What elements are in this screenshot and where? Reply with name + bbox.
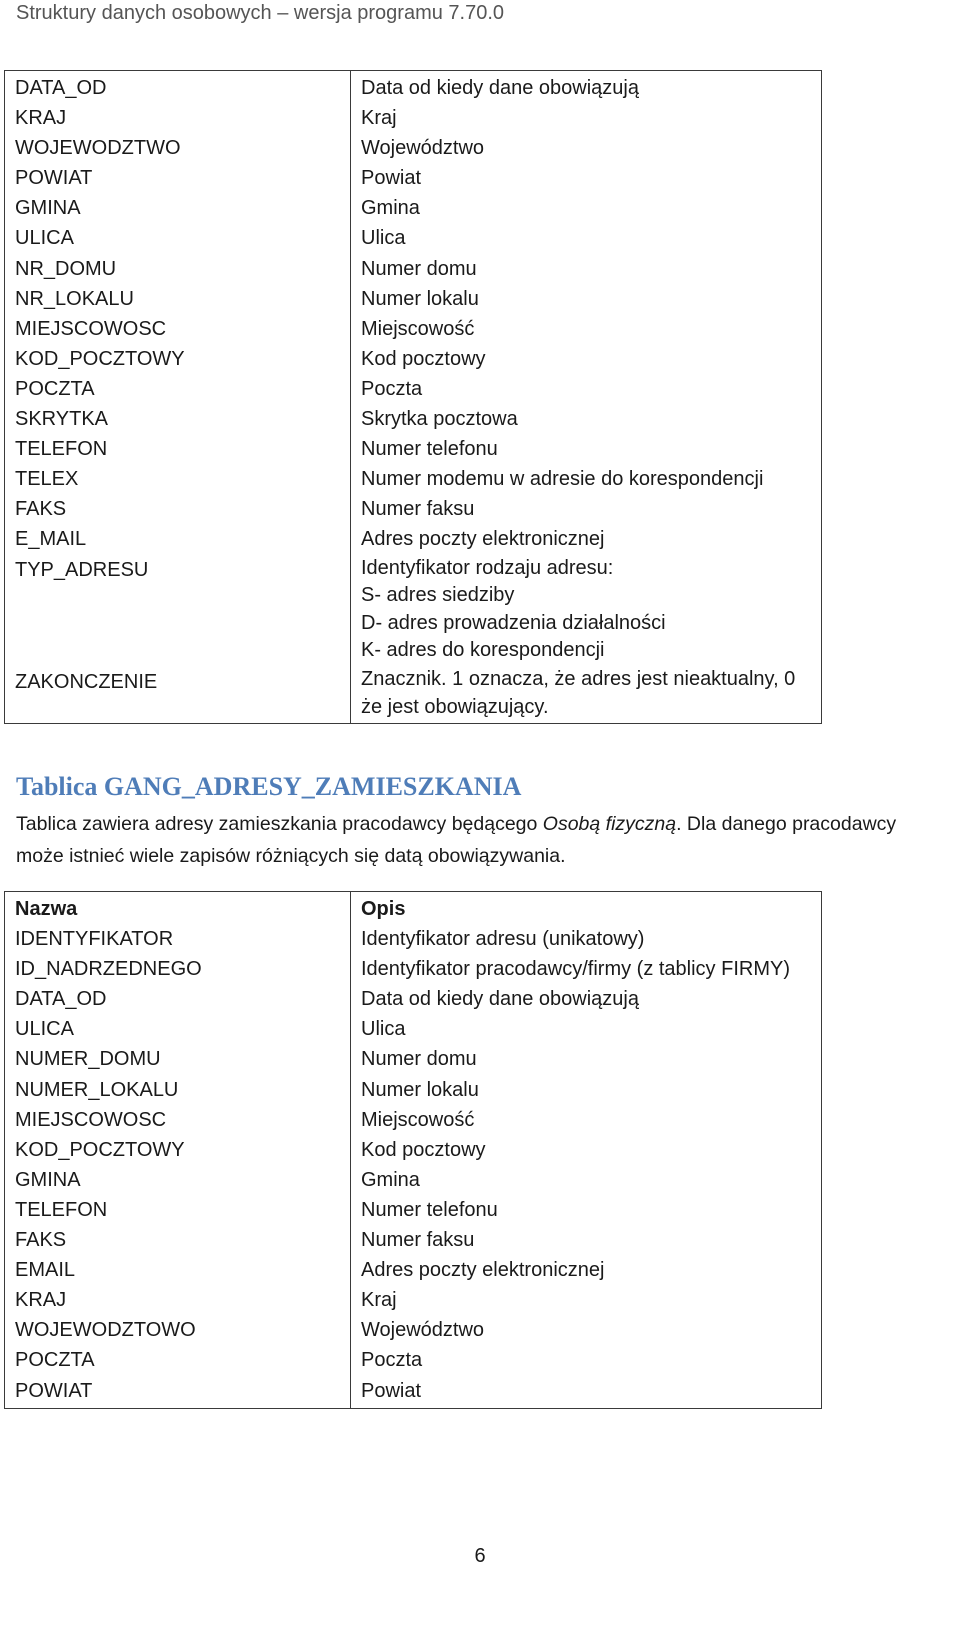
field-description-cell <box>351 71 822 724</box>
section-title: Tablica GANG_ADRESY_ZAMIESZKANIA <box>16 772 522 801</box>
column-header-description: Opis <box>361 898 406 920</box>
field-description: Adres poczty elektronicznej <box>361 528 605 551</box>
field-name: FAKS <box>15 498 67 521</box>
field-description: Kod pocztowy <box>361 1138 486 1161</box>
field-description: Poczta <box>361 1349 423 1372</box>
field-description: Powiat <box>361 167 422 190</box>
table-row <box>5 71 822 724</box>
field-name: ZAKONCZENIE <box>15 671 158 694</box>
section-description-emphasis: Osobą fizyczną <box>542 813 677 835</box>
field-name: NR_LOKALU <box>15 287 134 310</box>
field-name: NUMER_DOMU <box>15 1048 161 1071</box>
field-description-cell <box>351 892 822 1409</box>
field-name: E_MAIL <box>15 528 87 551</box>
field-name: TELEX <box>15 468 79 491</box>
field-name: FAKS <box>15 1229 67 1252</box>
field-name: POWIAT <box>15 1379 93 1402</box>
field-name: EMAIL <box>15 1259 76 1282</box>
field-description: Identyfikator adresu (unikatowy) <box>361 928 645 951</box>
table-row <box>5 892 822 1409</box>
field-description: Numer telefonu <box>361 1198 498 1221</box>
address-type-line: D- adres prowadzenia działalności <box>361 611 666 634</box>
field-name: KOD_POCZTOWY <box>15 1138 185 1161</box>
field-description: Ulica <box>361 1018 406 1041</box>
field-name: KOD_POCZTOWY <box>15 347 185 370</box>
field-description: Data od kiedy dane obowiązują <box>361 77 639 99</box>
field-description: Numer telefonu <box>361 438 498 461</box>
field-description: Miejscowość <box>361 317 475 340</box>
field-description: Kod pocztowy <box>361 347 486 370</box>
field-description-block <box>361 892 815 1408</box>
field-description: Kraj <box>361 107 397 130</box>
field-name: MIEJSCOWOSC <box>15 317 167 340</box>
field-description: Kraj <box>361 1289 397 1312</box>
address-type-line: S- adres siedziby <box>361 584 515 606</box>
field-name: SKRYTKA <box>15 408 108 431</box>
field-name: WOJEWODZTWO <box>15 137 181 160</box>
field-description: Numer faksu <box>361 498 475 521</box>
field-description: Identyfikator pracodawcy/firmy (z tablicy FIRMY) <box>361 958 790 981</box>
field-description: Województwo <box>361 1319 485 1342</box>
field-description: Numer modemu w adresie do korespondencji <box>361 468 764 491</box>
field-name: POCZTA <box>15 1349 95 1372</box>
field-name: NUMER_LOKALU <box>15 1078 179 1101</box>
field-name: DATA_OD <box>15 77 107 99</box>
field-description: Skrytka pocztowa <box>361 408 518 431</box>
field-name: GMINA <box>15 197 81 220</box>
field-description: Ulica <box>361 227 406 250</box>
field-description: Powiat <box>361 1379 422 1402</box>
field-name: ULICA <box>15 1018 74 1041</box>
field-description: Data od kiedy dane obowiązują <box>361 988 639 1011</box>
field-name: KRAJ <box>15 107 67 130</box>
residence-address-fields-table <box>4 891 822 1409</box>
field-name: POCZTA <box>15 377 95 400</box>
field-name-block <box>15 71 350 699</box>
field-name: TELEFON <box>15 1198 108 1221</box>
residence-address-fields-table-body <box>5 892 822 1409</box>
field-name: TELEFON <box>15 438 108 461</box>
field-name: POWIAT <box>15 167 93 190</box>
page-number: 6 <box>474 1545 486 1567</box>
section-description <box>16 808 946 872</box>
section-description-text: Tablica zawiera adresy zamieszkania pracodawcy będącego <box>16 813 543 835</box>
running-header: Struktury danych osobowych – wersja programu 7.70.0 <box>16 2 505 24</box>
address-fields-table-body <box>5 71 822 724</box>
address-type-line: K- adres do korespondencji <box>361 639 605 661</box>
field-description: Województwo <box>361 137 485 160</box>
field-name-block <box>15 892 350 1408</box>
field-description: Gmina <box>361 1168 420 1191</box>
column-header-name: Nazwa <box>15 898 78 920</box>
field-description: Poczta <box>361 377 423 400</box>
field-name: ID_NADRZEDNEGO <box>15 958 202 981</box>
address-fields-table <box>4 70 822 724</box>
field-name: KRAJ <box>15 1289 67 1312</box>
field-description: Adres poczty elektronicznej <box>361 1259 605 1282</box>
address-type-description <box>361 555 815 665</box>
field-name: NR_DOMU <box>15 257 117 280</box>
field-description: Numer domu <box>361 257 477 280</box>
address-type-line: Identyfikator rodzaju adresu: <box>361 556 614 579</box>
field-description: Gmina <box>361 197 420 220</box>
section-description-text: . Dla danego pracodawcy może istnieć wiele zapisów różniących się datą obowiązywania. <box>16 813 897 867</box>
field-name: WOJEWODZTOWO <box>15 1319 196 1342</box>
field-description: Numer lokalu <box>361 287 479 310</box>
field-name: IDENTYFIKATOR <box>15 928 174 951</box>
field-description-block <box>361 71 815 723</box>
field-name: ULICA <box>15 227 74 250</box>
field-description: Numer lokalu <box>361 1078 479 1101</box>
field-name: TYP_ADRESU <box>15 558 149 581</box>
field-description: Miejscowość <box>361 1108 475 1131</box>
field-name-cell <box>5 892 351 1409</box>
field-name: MIEJSCOWOSC <box>15 1108 167 1131</box>
field-description: Znacznik. 1 oznacza, że adres jest nieaktualny, 0 że jest obowiązujący. <box>361 667 796 718</box>
field-description: Numer faksu <box>361 1229 475 1252</box>
field-name: DATA_OD <box>15 988 107 1011</box>
field-description: Numer domu <box>361 1048 477 1071</box>
field-name-cell <box>5 71 351 724</box>
field-name: GMINA <box>15 1168 81 1191</box>
